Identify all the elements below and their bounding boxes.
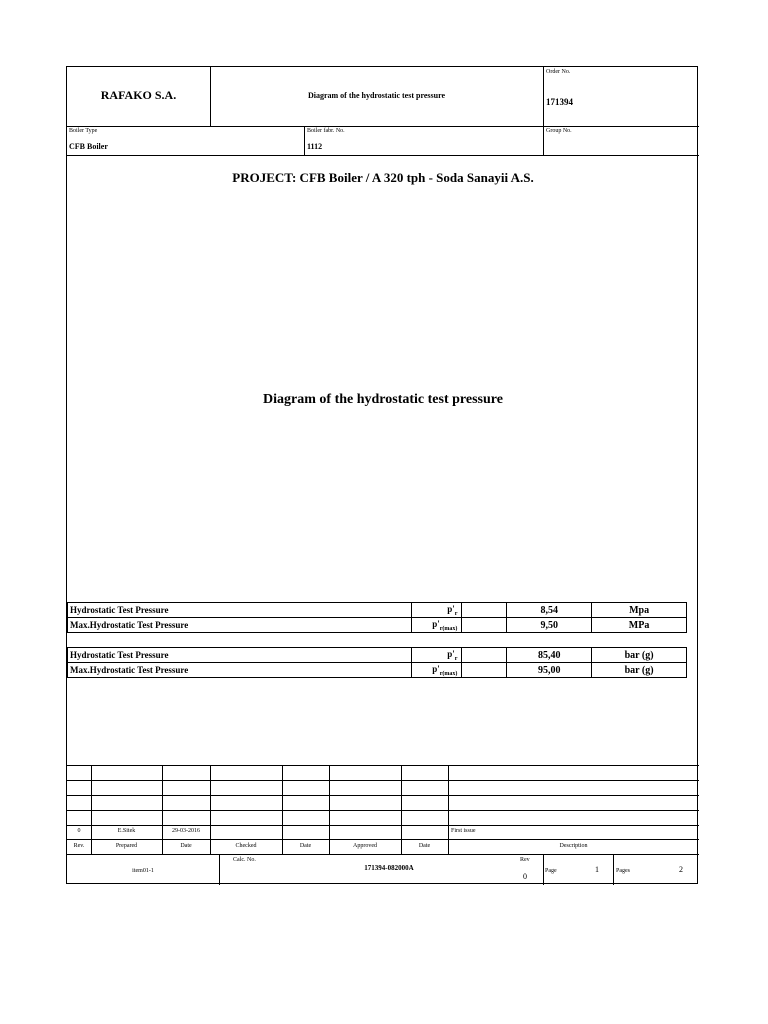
divider	[613, 854, 614, 885]
pressure-symbol: $p'_r$	[412, 603, 462, 618]
rev-description: First issue	[451, 828, 476, 834]
pages-label: Pages	[616, 868, 630, 874]
pages-value: 2	[679, 865, 683, 874]
pressure-symbol: $p'_{r(max)}$	[412, 618, 462, 633]
page-label: Page	[545, 868, 557, 874]
pressure-label: Hydrostatic Test Pressure	[68, 648, 412, 663]
boiler-fabr-no: 1112	[307, 142, 323, 151]
group-no-label: Group No.	[546, 128, 572, 134]
rev-value: 0	[523, 872, 527, 881]
pressure-unit: Mpa	[592, 603, 687, 618]
pressure-unit: bar (g)	[592, 663, 687, 678]
pressure-unit: bar (g)	[592, 648, 687, 663]
company-name: RAFAKO S.A.	[100, 88, 177, 102]
pressure-symbol: $p'_r$	[412, 648, 462, 663]
calc-no: 171394-082000A	[364, 864, 414, 872]
pressure-value: 8,54	[507, 603, 592, 618]
divider	[67, 155, 699, 156]
empty-cell	[462, 648, 507, 663]
pressure-label: Hydrostatic Test Pressure	[68, 603, 412, 618]
main-title: Diagram of the hydrostatic test pressure	[263, 392, 503, 407]
pressure-table-bar	[67, 647, 687, 678]
table-row	[68, 618, 687, 633]
rev-number: 0	[77, 828, 81, 834]
boiler-type: CFB Boiler	[69, 142, 108, 151]
rev-label: Rev	[520, 857, 530, 863]
divider	[67, 854, 699, 855]
pressure-value: 95,00	[507, 663, 592, 678]
rev-prepared: E.Sitek	[117, 828, 136, 834]
rev-header-date: Date	[180, 843, 192, 849]
rev-header-date2: Date	[299, 843, 312, 849]
rev-header-rev: Rev.	[73, 843, 85, 849]
table-row	[68, 648, 687, 663]
divider	[162, 765, 163, 854]
document-sheet	[66, 66, 698, 884]
divider	[67, 126, 699, 127]
empty-cell	[462, 618, 507, 633]
divider	[401, 765, 402, 854]
divider	[543, 67, 544, 155]
pressure-value: 9,50	[507, 618, 592, 633]
divider	[448, 765, 449, 854]
rev-header-description: Description	[559, 843, 588, 849]
table-row	[68, 603, 687, 618]
boiler-fabr-label: Boiler fabr. No.	[307, 128, 345, 134]
calc-no-label: Calc. No.	[233, 857, 256, 863]
divider	[282, 765, 283, 854]
divider	[91, 765, 92, 854]
divider	[329, 765, 330, 854]
project-title: PROJECT: CFB Boiler / A 320 tph - Soda Sanayii A.S.	[232, 170, 534, 185]
page-value: 1	[595, 865, 599, 874]
rev-date: 29-03-2016	[172, 828, 200, 834]
pressure-value: 85,40	[507, 648, 592, 663]
pressure-symbol: $p'_{r(max)}$	[412, 663, 462, 678]
divider	[304, 126, 305, 156]
rev-header-checked: Checked	[235, 843, 257, 849]
rev-header-approved: Approved	[353, 843, 377, 849]
pressure-label: Max.Hydrostatic Test Pressure	[68, 618, 412, 633]
pressure-label: Max.Hydrostatic Test Pressure	[68, 663, 412, 678]
pressure-unit: MPa	[592, 618, 687, 633]
document-title: Diagram of the hydrostatic test pressure	[307, 91, 446, 100]
order-no: 171394	[546, 97, 573, 107]
empty-cell	[462, 663, 507, 678]
boiler-type-label: Boiler Type	[69, 128, 98, 134]
order-no-label: Order No.	[546, 69, 571, 75]
table-row	[68, 663, 687, 678]
rev-header-prepared: Prepared	[115, 843, 138, 849]
pressure-table-mpa	[67, 602, 687, 633]
divider	[210, 765, 211, 854]
rev-header-date3: Date	[418, 843, 431, 849]
empty-cell	[462, 603, 507, 618]
item-code: item01-1	[132, 868, 154, 874]
